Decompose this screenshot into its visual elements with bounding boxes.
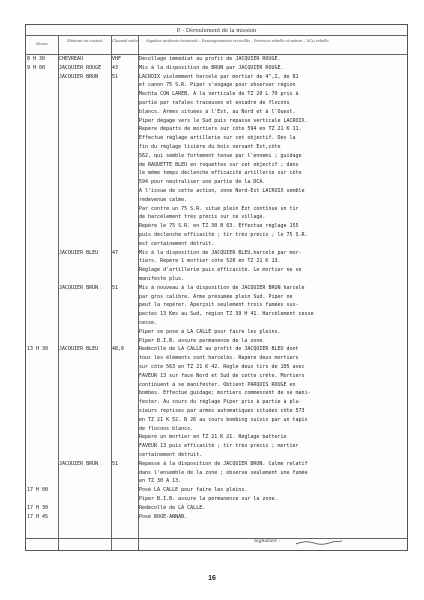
header-divider (26, 54, 407, 55)
report-cell: Piper B.I.B. assure permanence de la zone. (139, 337, 266, 344)
log-entry-row (26, 364, 407, 370)
time-cell: 17 H 00 (27, 487, 49, 494)
report-cell: certainement détruit. (139, 452, 203, 458)
element-cell: JACQUIER BRUN (59, 460, 99, 467)
report-cell: Réglage d'artillerie puis efficacité. Le mortier ne se (139, 267, 302, 274)
report-cell: manifeste plus. (139, 276, 185, 282)
signature-label: Signature : (254, 539, 280, 544)
report-cell: 594 pour neutraliser une partie de la DCA. (139, 179, 266, 186)
log-entry-row (26, 285, 407, 291)
signature-mark (294, 538, 344, 547)
log-entry-row (26, 153, 407, 159)
time-cell: 13 H 30 (27, 346, 49, 353)
report-cell: tous les éléments sont harcelés. Repère deux mortiers (139, 355, 299, 362)
element-cell: CHEVREAU (59, 56, 84, 62)
report-cell: le même temps déclenche efficacité artillerie sur côte (139, 170, 302, 177)
log-entry-row (26, 179, 407, 185)
report-cell: de harcèlement très précis sur ce village. (139, 214, 266, 221)
log-entry-row (26, 329, 407, 335)
channel-cell: 51 (112, 284, 119, 291)
log-entry-row (26, 311, 407, 317)
report-cell: peut la repérer. Aperçoit seulement trois fumées sus- (139, 302, 299, 309)
report-cell: pectes 13 Kms au Sud, région TZ 39 H 41. Harcèlement cesse (139, 311, 314, 318)
header-hours: Heure (36, 42, 48, 46)
log-entry-row (26, 434, 407, 440)
log-entry-row (26, 452, 407, 458)
channel-cell: 51 (112, 460, 119, 467)
log-entry-row (26, 144, 407, 150)
log-entry-row (26, 74, 407, 80)
log-entry-row (26, 276, 407, 282)
report-cell: blancs. Armes situées à l'Est, au Nord et à l'Ouest. (139, 108, 296, 115)
report-cell: LACROIX violemment harcelé par mortier de 4",2, de 81 (139, 73, 299, 80)
log-entry-row (26, 390, 407, 396)
header-element: Elément en contact (67, 39, 103, 43)
log-entry-row (26, 91, 407, 97)
log-entry-row (26, 514, 407, 520)
channel-cell: 43 (112, 64, 119, 71)
page-number: 16 (208, 575, 216, 582)
report-cell: fin du réglage lisière du bois versant Est,côte (139, 144, 281, 150)
log-entry-row (26, 505, 407, 511)
log-entry-row (26, 170, 407, 176)
report-cell: sieurs reprises par armes automatiques situées côte 573 (139, 408, 305, 414)
log-entry-row (26, 118, 407, 124)
log-entry-row (26, 470, 407, 476)
log-entry-row (26, 82, 407, 88)
log-entry-row (26, 188, 407, 194)
report-cell: Mis à la disposition de BRUN par JACQUIER ROUGE. (139, 64, 284, 71)
report-cell: puis déclenche efficacité ; tir très précis ; le 75 S.R. (139, 232, 308, 238)
report-cell: fester. Au cours du réglage Piper pris à partie à plu- (139, 399, 302, 406)
report-cell: Repasse à la disposition de JACQUIER BRUN. Calme relatif (139, 460, 308, 467)
log-entry-row (26, 109, 407, 115)
mission-log-form (25, 24, 408, 551)
log-entry-row (26, 408, 407, 414)
time-cell: 17 H 30 (27, 504, 49, 511)
report-cell: Par contre un 75 S.R. situé plein Est continue un tir (139, 205, 299, 212)
log-entry-row (26, 267, 407, 273)
report-cell: Piper se pose à LA CALLE pour faire les pleins. (139, 328, 281, 335)
report-cell: est certainement détruit. (139, 240, 215, 247)
report-cell: de flocons blancs. (139, 425, 194, 432)
log-entry-row (26, 338, 407, 344)
log-entry-row (26, 302, 407, 308)
log-entry-row (26, 100, 407, 106)
header-channel: Channel radio (112, 39, 138, 43)
log-entry-row (26, 426, 407, 432)
log-entry-row (26, 417, 407, 423)
log-entry-row (26, 443, 407, 449)
channel-cell: 47 (112, 249, 119, 256)
element-cell: JACQUIER BRUN (59, 284, 99, 291)
log-entry-row (26, 223, 407, 229)
log-entry-row (26, 346, 407, 352)
report-cell: Mechta CON LAREB. A la verticale de TZ 20 L 70 pris à (139, 91, 299, 98)
log-entry-row (26, 126, 407, 132)
report-cell: FAVEUR 13 puis efficacité ; tir très précis ; mortier (139, 443, 299, 450)
title-divider (26, 35, 407, 36)
log-entry-row (26, 135, 407, 141)
element-cell: JACQUIER BRUN (59, 73, 99, 80)
log-entry-row (26, 65, 407, 71)
log-entry-row (26, 355, 407, 361)
log-entry-row (26, 320, 407, 326)
report-cell: par gros calibre. Arme présumée plein Sud. Piper ne (139, 293, 293, 300)
report-cell: en TZ 30 A 13. (139, 478, 182, 485)
log-entry-row (26, 232, 407, 238)
log-entry-row (26, 56, 407, 62)
channel-cell: 51 (112, 73, 119, 80)
log-entry-row (26, 294, 407, 300)
element-cell: JACQUIER BLEU (59, 346, 99, 353)
report-cell: tiers. Repère 1 mortier côte 520 en TZ 21 K 13. (139, 258, 281, 265)
report-cell: Piper dégage vers le Sud puis repasse verticale LACROIX. (139, 117, 308, 124)
report-cell: cesse. (139, 320, 158, 326)
time-cell: 17 H 45 (27, 513, 49, 520)
form-title: P. - Déroulement de la mission (176, 28, 257, 34)
log-entry-row (26, 399, 407, 405)
report-cell: 562, qui semble fortement tenue par l'ennemi ; guidage (139, 152, 302, 159)
report-cell: Redécolle de LA CALLE au profit de JACQUIER BLEU dont (139, 346, 299, 353)
report-cell: Posé BOOE-ANNAB. (139, 513, 188, 520)
report-cell: Mis à la disposition de JACQUIER BLEU,harcelé par mor- (139, 249, 302, 256)
log-entry-row (26, 258, 407, 264)
report-cell: continuent à se manifester. Obtient PARQUIS ROUGE en (139, 381, 296, 388)
log-entry-row (26, 496, 407, 502)
report-cell: de RAQUETTE BLEU en roquettes sur cet objectif ; dans (139, 161, 299, 168)
report-cell: dans l'ensemble de la zone ; observe seulement une fumée (139, 469, 308, 476)
log-entry-row (26, 214, 407, 220)
report-cell: bombes. Effectue guidage; mortiers commencent de se mani- (139, 390, 311, 397)
report-cell: Piper B.I.B. assure la permanence sur la zone. (139, 496, 278, 502)
log-entry-row (26, 373, 407, 379)
report-cell: Décollage immédiat au profit de JACQUIER ROUGE. (139, 56, 281, 62)
log-entry-row (26, 241, 407, 247)
log-entry-row (26, 478, 407, 484)
channel-cell: 48,6 (112, 346, 125, 353)
footer-divider (26, 538, 407, 539)
log-entry-row (26, 206, 407, 212)
report-cell: FAVEUR 13 sur face Nord et Sud de cette crête. Mortiers (139, 372, 305, 379)
report-cell: Redécolle de LA CALLE. (139, 504, 206, 511)
report-cell: Repère un mortier en TZ 21 K 21. Réglage batterie (139, 434, 287, 441)
report-cell: Mis à nouveau à la disposition de JACQUIER BRUN harcelé (139, 284, 305, 291)
time-cell: 8 H 30 (27, 56, 46, 62)
log-entry-row (26, 197, 407, 203)
channel-cell: VHF (112, 56, 122, 62)
log-entry-row (26, 382, 407, 388)
time-cell: 9 H 00 (27, 64, 46, 71)
element-cell: JACQUIER BLEU (59, 249, 99, 256)
report-cell: A l'issue de cette action, zone Nord-Est LACROIX semble (139, 188, 305, 194)
report-cell: Repère départs de mortiers sur côte 594 en TZ 21 K 11. (139, 126, 302, 133)
report-cell: Effectue réglage artillerie sur cet objectif. Dès la (139, 135, 296, 142)
report-cell: redevenue calme. (139, 196, 188, 203)
log-entry-row (26, 162, 407, 168)
report-cell: sur côte 563 en TZ 21 K 42. Règle deux tirs de 105 avec (139, 364, 305, 370)
log-entry-row (26, 461, 407, 467)
log-entry-row (26, 487, 407, 493)
report-cell: partie par rafales traceuses et encadré de flocons (139, 100, 290, 106)
report-cell: en TZ 21 K 52. B 26 au cours bombing suivis par un tapis (139, 416, 308, 423)
report-cell: Repère le 75 S.R. en TZ 30 B 63. Effectue réglage 155 (139, 223, 299, 230)
log-entry-row (26, 250, 407, 256)
header-signals: Signaler incidents éventuels – Renseignements recueillis – Présence rebelle et nature – DCA rebelle (146, 39, 329, 43)
element-cell: JACQUIER ROUGE (59, 64, 102, 71)
report-cell: Posé LA CALLE pour faire les pleins. (139, 487, 248, 494)
report-cell: et canon 75 S.R. Piper s'engage pour observer région (139, 82, 296, 89)
